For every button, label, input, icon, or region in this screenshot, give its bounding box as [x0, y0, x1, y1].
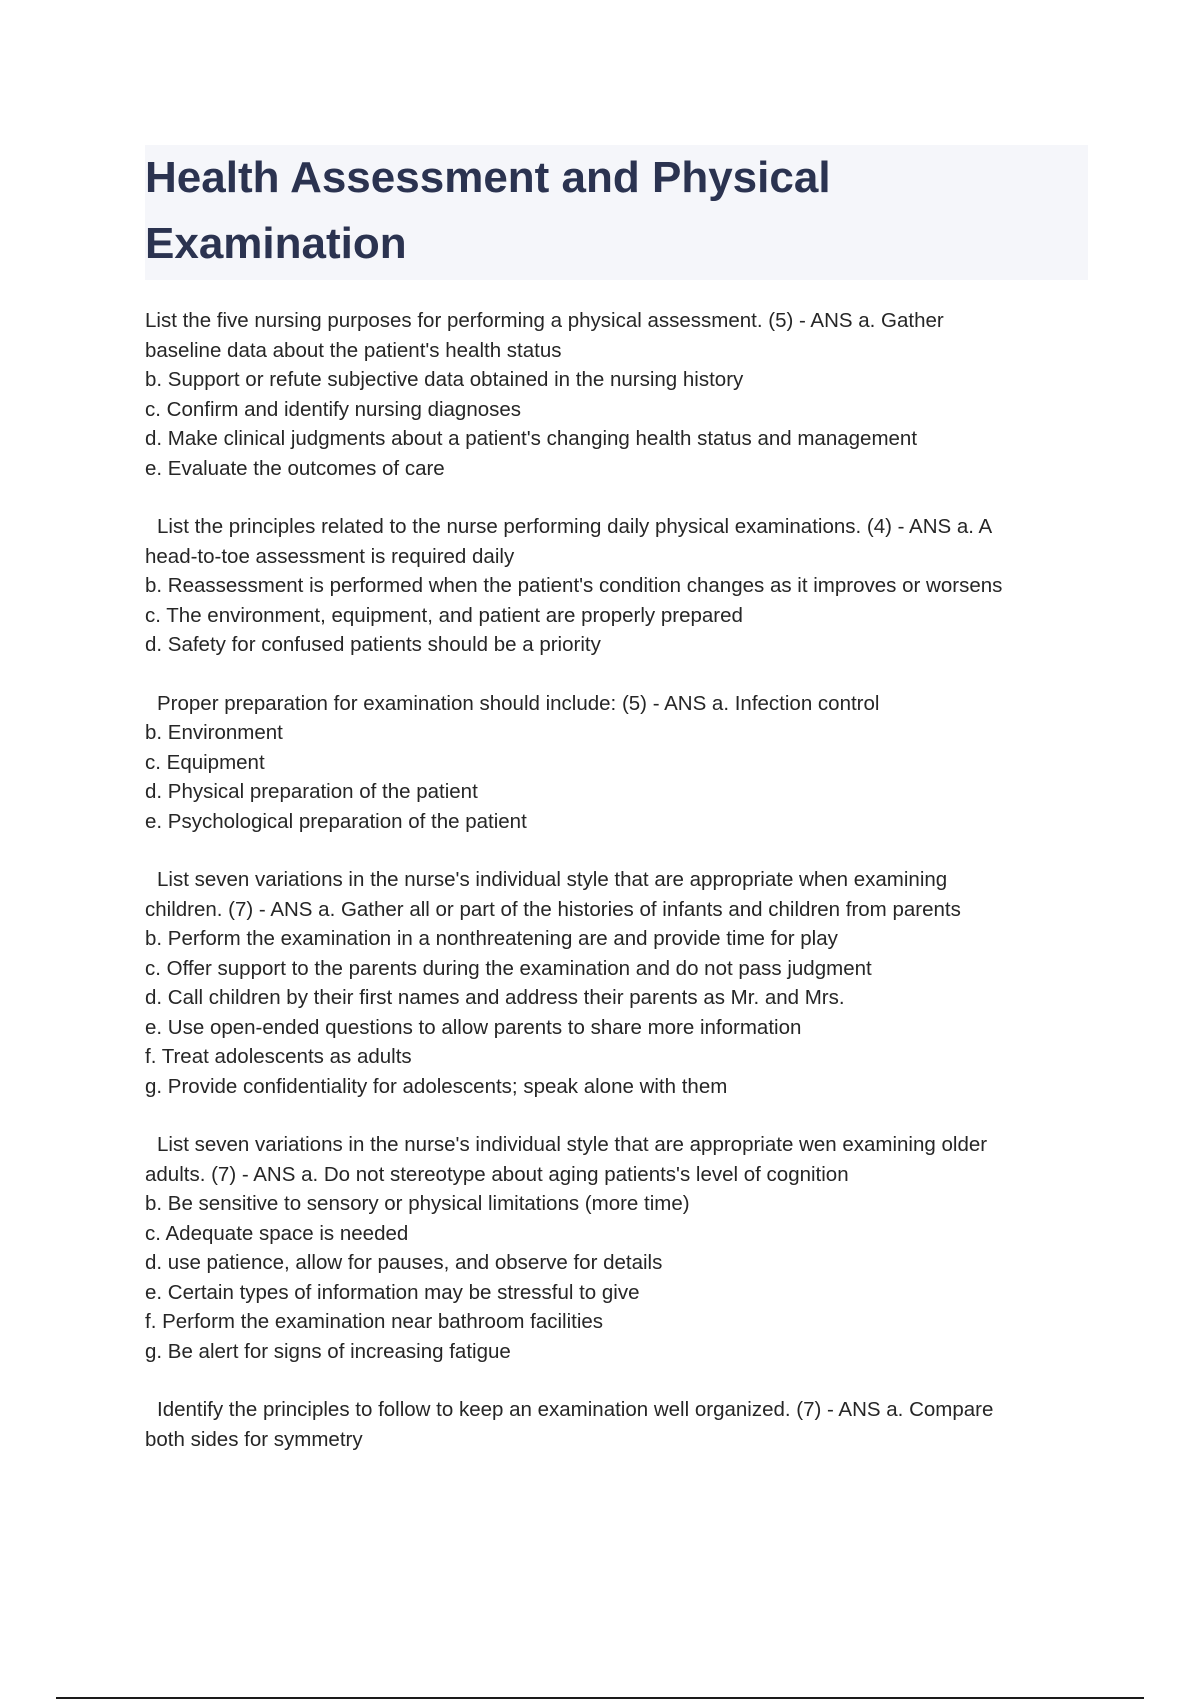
question-text: List the principles related to the nurse performing daily physical examinations. (4) - ANS a. A	[157, 515, 993, 538]
qa-block-6	[145, 1395, 1090, 1454]
question-text: Identify the principles to follow to keep an examination well organized. (7) - ANS a. Compare	[157, 1398, 994, 1421]
text-line: b. Be sensitive to sensory or physical limitations (more time)	[145, 1192, 690, 1215]
text-line: b. Perform the examination in a nonthreatening are and provide time for play	[145, 927, 838, 950]
question-text: Proper preparation for examination should include: (5) - ANS a. Infection control	[157, 691, 880, 715]
qa-block-5	[145, 1130, 1090, 1366]
text-line: d. use patience, allow for pauses, and observe for details	[145, 1251, 663, 1274]
document-body	[145, 306, 1090, 1483]
question-text: List seven variations in the nurse's individual style that are appropriate wen examining older	[157, 1133, 988, 1156]
page-title	[145, 145, 905, 277]
text-line	[145, 865, 1090, 895]
text-line: e. Psychological preparation of the patient	[145, 809, 527, 833]
text-line: c. The environment, equipment, and patient are properly prepared	[145, 603, 743, 627]
text-line	[145, 1130, 1090, 1160]
text-line: d. Call children by their first names and address their parents as Mr. and Mrs.	[145, 986, 845, 1009]
text-line	[145, 689, 1090, 719]
title-line-1: Health Assessment and Physical	[145, 153, 831, 202]
text-line	[145, 1395, 1090, 1425]
qa-block-4	[145, 865, 1090, 1101]
text-line: f. Treat adolescents as adults	[145, 1045, 412, 1068]
text-line: b. Environment	[145, 721, 283, 744]
text-line: children. (7) - ANS a. Gather all or part of the histories of infants and children from parents	[145, 897, 961, 921]
qa-block-2	[145, 512, 1090, 660]
text-line: d. Safety for confused patients should be a priority	[145, 633, 601, 656]
text-line: g. Provide confidentiality for adolescents; speak alone with them	[145, 1074, 728, 1098]
title-banner	[145, 145, 1088, 280]
title-line-2: Examination	[145, 219, 407, 268]
text-line: adults. (7) - ANS a. Do not stereotype about aging patients's level of cognition	[145, 1162, 849, 1186]
text-line: d. Make clinical judgments about a patient's changing health status and management	[145, 427, 918, 450]
page-bottom-rule	[56, 1697, 1144, 1699]
text-line: List the five nursing purposes for performing a physical assessment. (5) - ANS a. Gather	[145, 309, 944, 332]
text-line: b. Reassessment is performed when the patient's condition changes as it improves or worsens	[145, 574, 1003, 597]
qa-block-3	[145, 689, 1090, 837]
text-line: e. Evaluate the outcomes of care	[145, 456, 445, 480]
text-line: c. Adequate space is needed	[145, 1221, 409, 1245]
text-line: f. Perform the examination near bathroom facilities	[145, 1310, 604, 1333]
text-line: c. Confirm and identify nursing diagnoses	[145, 397, 522, 421]
text-line: e. Certain types of information may be stressful to give	[145, 1280, 640, 1304]
text-line: e. Use open-ended questions to allow parents to share more information	[145, 1015, 802, 1039]
text-line: d. Physical preparation of the patient	[145, 780, 478, 803]
qa-block-1	[145, 306, 1090, 483]
question-text: List seven variations in the nurse's individual style that are appropriate when examining	[157, 868, 948, 891]
text-line: both sides for symmetry	[145, 1427, 363, 1451]
text-line: c. Equipment	[145, 750, 265, 774]
text-line: c. Offer support to the parents during the examination and do not pass judgment	[145, 956, 872, 980]
text-line: g. Be alert for signs of increasing fatigue	[145, 1339, 511, 1363]
text-line: baseline data about the patient's health status	[145, 338, 562, 362]
text-line: b. Support or refute subjective data obtained in the nursing history	[145, 368, 744, 391]
text-line	[145, 512, 1090, 542]
text-line: head-to-toe assessment is required daily	[145, 544, 515, 568]
